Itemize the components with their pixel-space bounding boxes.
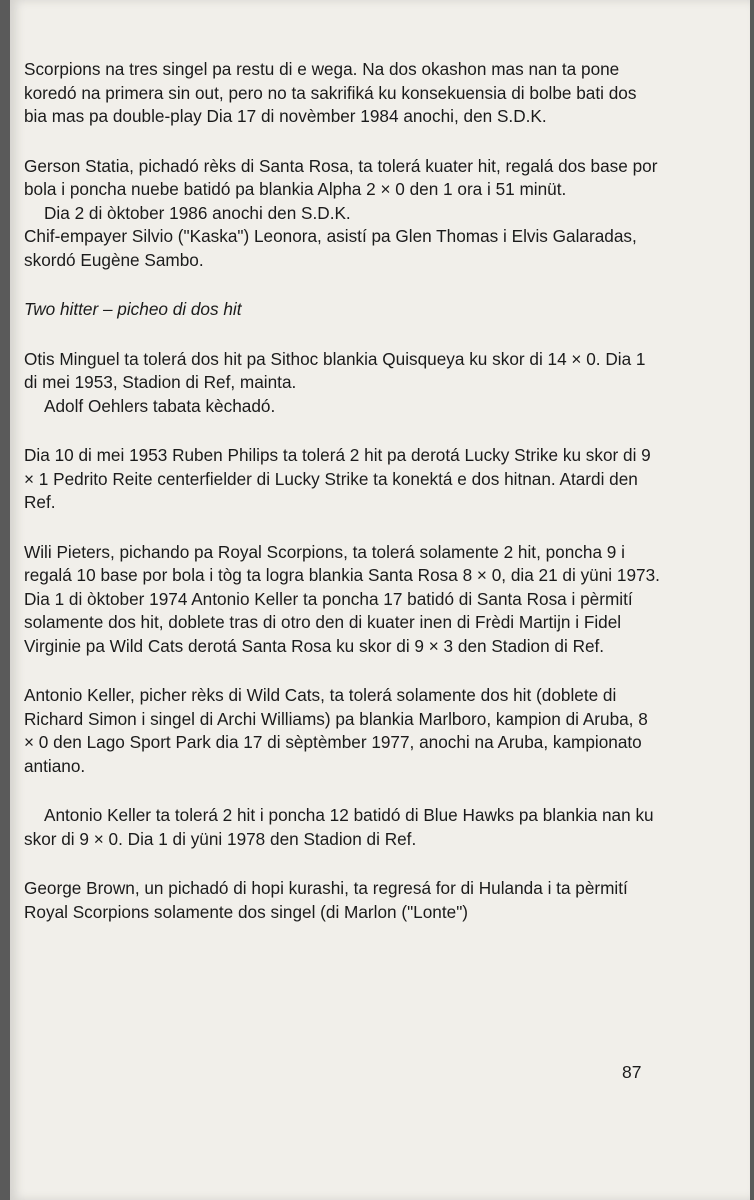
page-number: 87 bbox=[622, 1062, 642, 1082]
paragraph: George Brown, un pichadó di hopi kurashi, ta regresá for di Hulanda i ta pèrmití Royal Scorpions solamente dos singel (di Marlon ("Lonte") bbox=[24, 878, 628, 922]
paragraph: Gerson Statia, pichadó rèks di Santa Rosa, ta tolerá kuater hit, regalá dos base por bola i poncha nuebe batidó pa blankia Alpha 2 × 0 den 1 ora i 51 minüt. bbox=[24, 155, 658, 199]
paragraph: Dia 2 di òktober 1986 anochi den S.D.K. bbox=[44, 202, 351, 223]
body-text bbox=[24, 58, 662, 924]
paragraph: Dia 1 di òktober 1974 Antonio Keller ta poncha 17 batidó di Santa Rosa i pèrmití solamente dos hit, doblete tras di otro den di kuater inen di Frèdi Martijn i Fidel Virginie pa Wild Cats derotá Santa Rosa ku skor di 9 × 3 den Stadion di Ref. bbox=[24, 588, 633, 656]
paragraph: Wili Pieters, pichando pa Royal Scorpions, ta tolerá solamente 2 hit, poncha 9 i regalá 10 base por bola i tòg ta logra blankia Santa Rosa 8 × 0, dia 21 di yüni 1973. bbox=[24, 541, 660, 585]
book-page bbox=[10, 0, 750, 1200]
paragraph: Chif-empayer Silvio ("Kaska") Leonora, asistí pa Glen Thomas i Elvis Galaradas, skordó Eugène Sambo. bbox=[24, 226, 637, 270]
paragraph: Antonio Keller, picher rèks di Wild Cats, ta tolerá solamente dos hit (doblete di Richard Simon i singel di Archi Williams) pa blankia Marlboro, kampion di Aruba, 8 × 0 den Lago Sport Park dia 17 di sèptèmber 1977, anochi na Aruba, kampionato antiano. bbox=[24, 685, 648, 776]
paragraph: Adolf Oehlers tabata kèchadó. bbox=[44, 395, 276, 416]
paragraph: Scorpions na tres singel pa restu di e wega. Na dos okashon mas nan ta pone koredó na primera sin out, pero no ta sakrifiká ku konsekuensia di bolbe bati dos bia mas pa double-play Dia 17 di novèmber 1984 anochi, den S.D.K. bbox=[24, 59, 637, 126]
paragraph: Dia 10 di mei 1953 Ruben Philips ta tolerá 2 hit pa derotá Lucky Strike ku skor di 9 × 1 Pedrito Reite centerfielder di Lucky Strike ta konektá e dos hitnan. Atardi den Ref. bbox=[24, 445, 651, 512]
paragraph: Antonio Keller ta tolerá 2 hit i poncha 12 batidó di Blue Hawks pa blankia nan ku skor di 9 × 0. Dia 1 di yüni 1978 den Stadion di Ref. bbox=[24, 805, 654, 849]
section-heading: Two hitter – picheo di dos hit bbox=[24, 299, 242, 319]
paragraph: Otis Minguel ta tolerá dos hit pa Sithoc blankia Quisqueya ku skor di 14 × 0. Dia 1 di mei 1953, Stadion di Ref, mainta. bbox=[24, 348, 646, 392]
